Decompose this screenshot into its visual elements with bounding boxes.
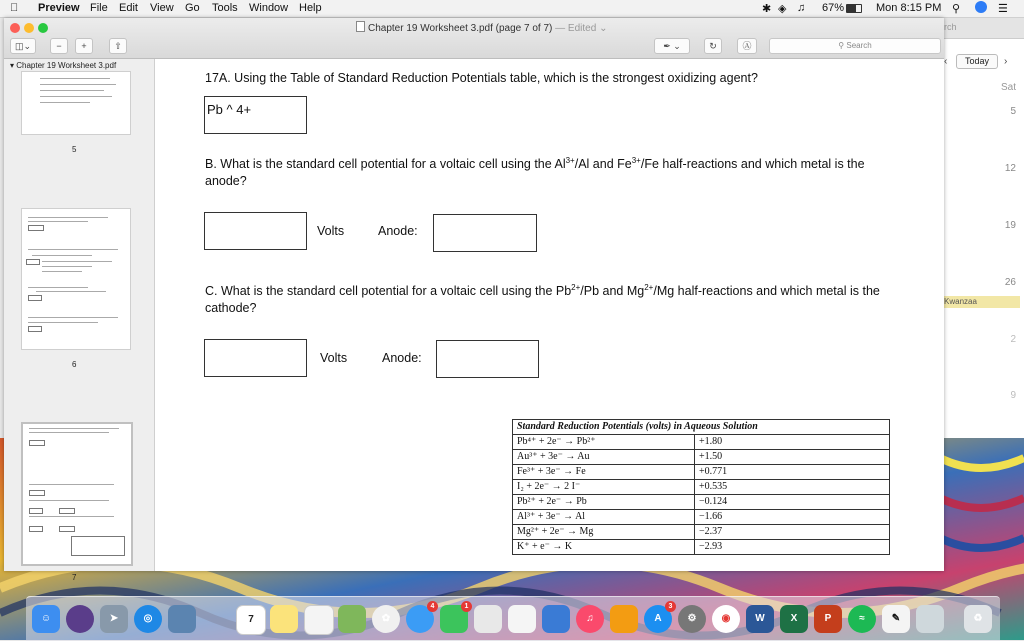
siri-icon[interactable] xyxy=(975,1,987,13)
pdf-page xyxy=(160,59,940,571)
table-row: K⁺ + e⁻ → K −2.93 xyxy=(513,540,890,555)
markup-pen-icon[interactable]: ✒ ⌄ xyxy=(654,38,690,54)
table-row: Fe³⁺ + 3e⁻ → Fe +0.771 xyxy=(513,465,890,480)
anode-field-b[interactable] xyxy=(433,214,537,252)
reminders-icon[interactable] xyxy=(304,605,334,635)
table-row: Pb²⁺ + 2e⁻ → Pb −0.124 xyxy=(513,495,890,510)
calendar-today-button[interactable]: Today xyxy=(956,54,998,69)
anode-label: Anode: xyxy=(382,351,422,365)
powerpoint-icon-letter: P xyxy=(824,613,832,624)
menu-window[interactable]: Window xyxy=(249,2,289,14)
image-capture-icon[interactable] xyxy=(916,605,944,633)
calendar-weekday: Sat xyxy=(1000,82,1016,93)
table-row: Mg²⁺ + 2e⁻ → Mg −2.37 xyxy=(513,525,890,540)
calendar-day[interactable]: 19 xyxy=(1004,220,1016,231)
table-row: I₂ + 2e⁻ → 2 I⁻ +0.535 xyxy=(513,480,890,495)
zoom-out-icon[interactable]: − xyxy=(50,38,68,54)
edited-chevron-icon[interactable]: ⌄ xyxy=(599,23,608,34)
table-row: Al³⁺ + 3e⁻ → Al −1.66 xyxy=(513,510,890,525)
calendar-app-icon[interactable] xyxy=(236,605,266,635)
question-b: B. What is the standard cell potential for a voltaic cell using the $Al^{3+}/Al$ and $Fe^{3+}/Fe$ half-reactions and which metal is the anode? xyxy=(205,156,865,189)
disclosure-triangle-icon[interactable]: ▾ xyxy=(10,61,15,70)
calendar-event[interactable]: Kwanzaa xyxy=(944,296,1020,308)
battery-icon[interactable] xyxy=(846,4,862,13)
volume-icon[interactable]: ♫ xyxy=(797,2,806,14)
calendar-day[interactable]: 9 xyxy=(1010,390,1016,401)
sidebar-file-title[interactable] xyxy=(10,61,116,70)
page-thumbnail-6[interactable] xyxy=(21,208,131,350)
music-icon[interactable]: ♫ xyxy=(576,605,604,633)
facetime-badge: 1 xyxy=(461,601,472,612)
calendar-window xyxy=(944,18,1024,438)
close-button[interactable] xyxy=(10,23,20,33)
page-thumbnail-5[interactable] xyxy=(21,71,131,135)
share-icon[interactable]: ⇧ xyxy=(109,38,127,54)
page-number-label: 6 xyxy=(72,360,77,369)
trash-icon[interactable]: ♻ xyxy=(964,605,992,633)
menu-file[interactable]: File xyxy=(90,2,108,14)
wifi-icon[interactable]: ◈ xyxy=(778,3,787,15)
notification-center-icon[interactable]: ☰ xyxy=(998,3,1008,15)
page-number-label: 5 xyxy=(72,145,77,154)
menu-view[interactable]: View xyxy=(150,2,174,14)
pages-icon[interactable] xyxy=(474,605,502,633)
table-row: Au³⁺ + 3e⁻ → Au +1.50 xyxy=(513,450,890,465)
preview-window xyxy=(4,18,944,582)
menu-tools[interactable]: Tools xyxy=(212,2,238,14)
app-store-badge: 3 xyxy=(665,601,676,612)
search-input[interactable] xyxy=(769,38,941,54)
word-icon[interactable] xyxy=(746,605,774,633)
edited-status[interactable]: — Edited xyxy=(555,23,597,34)
anode-field-c[interactable] xyxy=(436,340,539,378)
menu-go[interactable]: Go xyxy=(185,2,200,14)
anode-label: Anode: xyxy=(378,224,418,238)
zoom-in-icon[interactable]: + xyxy=(75,38,93,54)
calendar-day[interactable]: 5 xyxy=(1010,106,1016,117)
volts-field-c[interactable] xyxy=(204,339,307,377)
markup-toolbar-icon[interactable]: Ⓐ xyxy=(737,38,757,54)
table-row: Pb⁴⁺ + 2e⁻ → Pb²⁺ +1.80 xyxy=(513,435,890,450)
volts-field-b[interactable] xyxy=(204,212,307,250)
menu-help[interactable]: Help xyxy=(299,2,322,14)
spotlight-icon[interactable]: ⚲ xyxy=(952,3,961,15)
bluetooth-icon[interactable]: ✱ xyxy=(762,3,772,15)
search-placeholder: Search xyxy=(846,41,872,50)
calendar-day[interactable]: 26 xyxy=(1004,277,1016,288)
search-icon: ⚲ xyxy=(838,41,845,50)
answer-field-17a[interactable] xyxy=(204,96,307,134)
chrome-icon[interactable]: ◉ xyxy=(712,605,740,633)
calendar-title-fragment: rch xyxy=(944,22,957,32)
launchpad-icon[interactable]: ➤ xyxy=(100,605,128,633)
calendar-next-icon[interactable]: › xyxy=(1004,56,1008,67)
zoom-button[interactable] xyxy=(38,23,48,33)
answer-17a-value: Pb ^ 4+ xyxy=(207,102,252,117)
volts-label: Volts xyxy=(317,224,345,238)
photos-icon[interactable]: ✿ xyxy=(372,605,400,633)
powerpoint-icon[interactable] xyxy=(814,605,842,633)
reader-app-icon[interactable]: ✎ xyxy=(882,605,910,633)
word-icon-letter: W xyxy=(755,613,765,624)
excel-icon[interactable] xyxy=(780,605,808,633)
spotify-icon[interactable]: ≈ xyxy=(848,605,876,633)
page-number-label: 7 xyxy=(72,573,77,582)
keynote-icon[interactable] xyxy=(542,605,570,633)
finder-icon[interactable]: ☺ xyxy=(32,605,60,633)
safari-icon[interactable]: ◎ xyxy=(134,605,162,633)
notes-icon[interactable] xyxy=(270,605,298,633)
calendar-day[interactable]: 12 xyxy=(1004,163,1016,174)
maps-icon[interactable] xyxy=(338,605,366,633)
numbers-icon[interactable] xyxy=(508,605,536,633)
window-title xyxy=(356,21,607,34)
reduction-potentials-table xyxy=(512,419,890,555)
thumbnail-sidebar xyxy=(4,59,155,582)
title-bar xyxy=(4,18,944,59)
sidebar-file-name: Chapter 19 Worksheet 3.pdf xyxy=(16,61,117,70)
books-icon[interactable] xyxy=(610,605,638,633)
page-thumbnail-7[interactable] xyxy=(21,422,133,566)
excel-icon-letter: X xyxy=(790,613,798,624)
calendar-prev-icon[interactable]: ‹ xyxy=(944,56,948,67)
facetime-icon[interactable] xyxy=(440,605,468,633)
siri-app-icon[interactable] xyxy=(66,605,94,633)
rotate-icon[interactable]: ↻ xyxy=(704,38,722,54)
question-c: C. What is the standard cell potential for a voltaic cell using the $Pb^{2+}/Pb$ and $Mg^{2+}/Mg$ half-reactions and which metal is the cathode? xyxy=(205,283,880,316)
table-title: Standard Reduction Potentials (volts) in Aqueous Solution xyxy=(513,420,890,435)
window-title-text: Chapter 19 Worksheet 3.pdf (page 7 of 7) xyxy=(368,23,553,34)
minimize-button[interactable] xyxy=(24,23,34,33)
clock[interactable]: Mon 8:15 PM xyxy=(876,2,942,14)
menu-edit[interactable]: Edit xyxy=(119,2,138,14)
battery-percent[interactable]: 67% xyxy=(822,2,845,14)
menu-bar xyxy=(0,0,1024,18)
app-store-icon[interactable]: A 3 xyxy=(644,605,672,633)
question-17a: 17A. Using the Table of Standard Reduction Potentials table, which is the strongest oxidizing agent? xyxy=(205,71,758,85)
system-preferences-icon[interactable]: ⚙ xyxy=(678,605,706,633)
pdf-file-icon xyxy=(356,21,365,32)
menu-app[interactable]: Preview xyxy=(38,2,80,14)
messages-badge: 4 xyxy=(427,601,438,612)
messages-icon[interactable] xyxy=(406,605,434,633)
calendar-day[interactable]: 2 xyxy=(1010,334,1016,345)
sidebar-view-button[interactable]: ◫⌄ xyxy=(10,38,36,54)
apple-icon[interactable] xyxy=(10,2,18,14)
preview-app-icon[interactable] xyxy=(168,605,196,633)
volts-label: Volts xyxy=(320,351,348,365)
calendar-app-day: 7 xyxy=(248,614,254,625)
